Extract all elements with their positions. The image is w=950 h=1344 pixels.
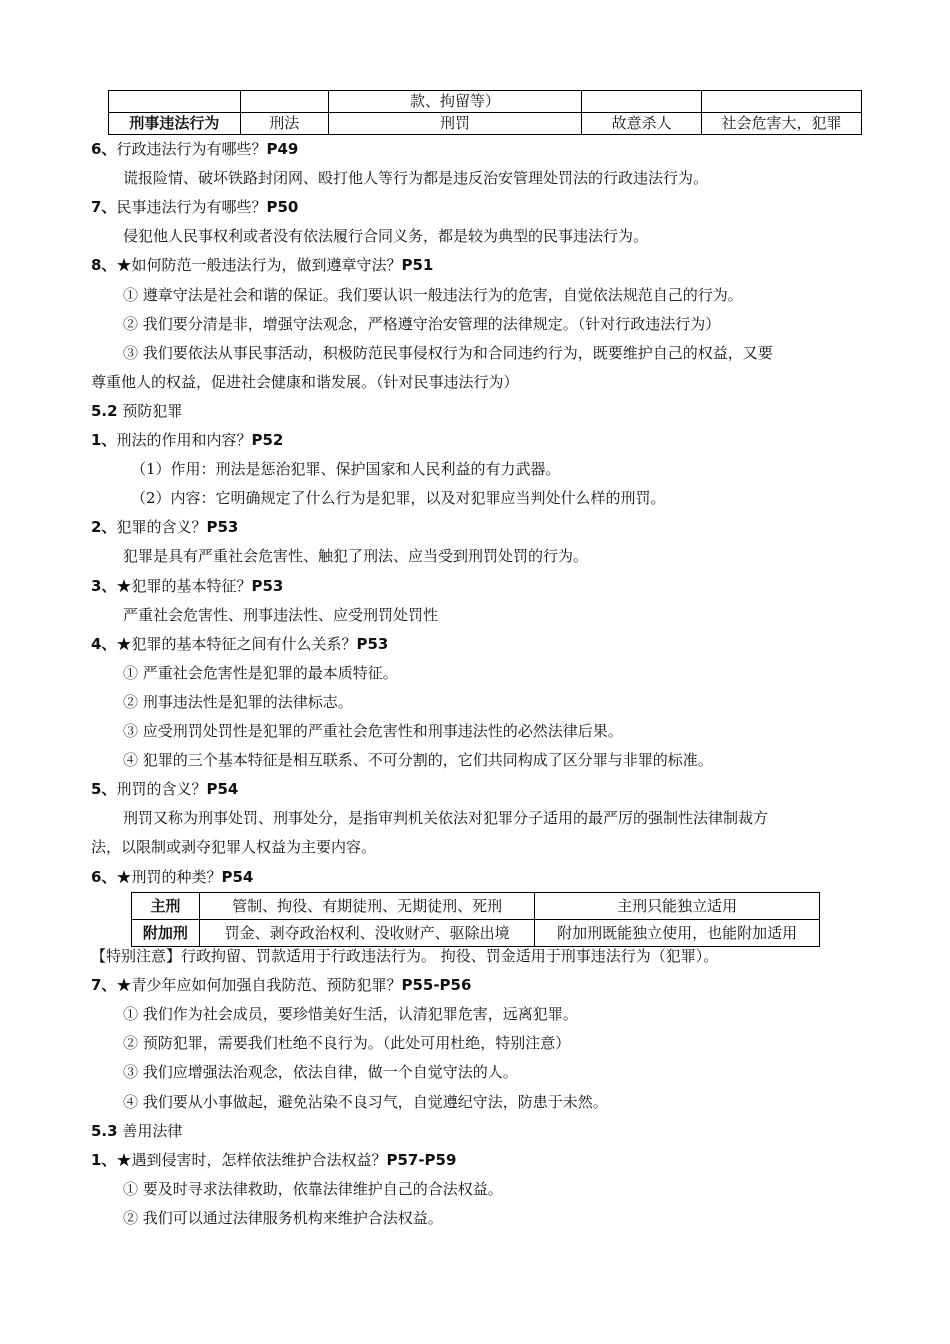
question-heading: [91, 196, 298, 218]
question-heading: [91, 516, 238, 538]
question-heading: [91, 866, 253, 888]
question-number: 3、: [91, 576, 117, 595]
question-text: ★遇到侵害时，怎样依法维护合法权益？: [116, 1150, 387, 1169]
table-cell: 社会危害大，犯罪: [702, 113, 862, 135]
table-cell: 主刑只能独立适用: [535, 893, 820, 920]
paragraph-line: ③ 应受刑罚处罚性是犯罪的严重社会危害性和刑事违法性的必然法律后果。: [123, 722, 623, 740]
question-heading: [91, 778, 238, 800]
paragraph-line: 谎报险情、破坏铁路封闭网、殴打他人等行为都是违反治安管理处罚法的行政违法行为。: [123, 169, 709, 188]
paragraph-line: （2）内容：它明确规定了什么行为是犯罪，以及对犯罪应当判处什么样的刑罚。: [131, 489, 666, 508]
question-text: ★刑罚的种类？: [116, 867, 222, 886]
paragraph-line: ① 遵章守法是社会和谐的保证。我们要认识一般违法行为的危害，自觉依法规范自己的行为。: [123, 285, 743, 304]
table-cell: 附加刑: [132, 920, 200, 947]
table-cell: [702, 91, 862, 113]
table-cell: [240, 91, 328, 113]
question-heading: [91, 429, 283, 451]
table-cell: 故意杀人: [582, 113, 702, 135]
paragraph-line: 侵犯他人民事权利或者没有依法履行合同义务，都是较为典型的民事违法行为。: [123, 227, 649, 246]
question-heading: [91, 254, 433, 276]
paragraph-line: ③ 我们要依法从事民事活动，积极防范民事侵权行为和合同违约行为，既要维护自己的权益，又要: [123, 343, 773, 362]
question-text: ★如何防范一般违法行为，做到遵章守法？: [116, 256, 402, 275]
section-title: 善用法律: [117, 1121, 183, 1140]
table-cell: 刑法: [240, 113, 328, 135]
penalty-table: [131, 892, 820, 947]
question-text: ★青少年应如何加强自我防范、预防犯罪？: [116, 976, 402, 995]
question-number: 1、: [91, 431, 117, 449]
page-reference: P57-P59: [386, 1150, 457, 1169]
page-reference: P50: [266, 198, 299, 217]
paragraph-line: ② 我们可以通过法律服务机构来维护合法权益。: [123, 1208, 443, 1227]
paragraph-line: 法，以限制或剥夺犯罪人权益为主要内容。: [91, 838, 377, 857]
paragraph-line: 尊重他人的权益，促进社会健康和谐发展。（针对民事违法行为）: [91, 372, 519, 391]
table-cell: 主刑: [132, 893, 200, 920]
table-row: [109, 113, 862, 135]
question-heading: [91, 575, 283, 597]
question-heading: [91, 633, 388, 655]
paragraph-line: 犯罪是具有严重社会危害性、触犯了刑法、应当受到刑罚处罚的行为。: [123, 547, 589, 566]
paragraph-line: ④ 犯罪的三个基本特征是相互联系、不可分割的，它们共同构成了区分罪与非罪的标准。: [123, 751, 713, 770]
paragraph-line: 【特别注意】行政拘留、罚款适用于行政违法行为。 拘役、罚金适用于刑事违法行为（犯罪）。: [91, 947, 719, 965]
page-reference: P53: [251, 576, 284, 595]
violation-table: [108, 90, 862, 135]
page-reference: P53: [356, 634, 389, 653]
question-number: 4、: [91, 634, 117, 653]
paragraph-line: ① 要及时寻求法律救助，依靠法律维护自己的合法权益。: [123, 1179, 503, 1198]
question-number: 2、: [91, 518, 117, 537]
table-cell: 刑罚: [328, 113, 582, 135]
question-text: ★犯罪的基本特征之间有什么关系？: [116, 634, 357, 653]
question-text: 刑罚的含义？: [116, 780, 207, 799]
question-number: 6、: [91, 867, 117, 886]
page-reference: P52: [251, 431, 284, 449]
paragraph-line: ① 我们作为社会成员，要珍惜美好生活，认清犯罪危害，远离犯罪。: [123, 1005, 578, 1024]
table-cell: 附加刑既能独立使用，也能附加适用: [535, 920, 820, 947]
table-row: [109, 91, 862, 113]
table-row: [132, 920, 820, 947]
table-cell: [109, 91, 241, 113]
paragraph-line: （1）作用：刑法是惩治犯罪、保护国家和人民利益的有力武器。: [131, 460, 561, 479]
paragraph-line: 严重社会危害性、刑事违法性、应受刑罚处罚性: [123, 605, 439, 624]
page-reference: P55-P56: [401, 976, 472, 995]
paragraph-line: 刑罚又称为刑事处罚、刑事处分，是指审判机关依法对犯罪分子适用的最严厉的强制性法律制裁方: [123, 809, 769, 828]
section-number: 5.3: [91, 1121, 118, 1140]
question-heading: [91, 1149, 456, 1171]
question-number: 8、: [91, 256, 117, 275]
page-reference: P51: [401, 256, 434, 275]
paragraph-line: ① 严重社会危害性是犯罪的最本质特征。: [123, 663, 398, 682]
paragraph-line: ④ 我们要从小事做起，避免沾染不良习气，自觉遵纪守法，防患于未然。: [123, 1092, 608, 1111]
section-title: 预防犯罪: [117, 401, 183, 420]
page-reference: P54: [221, 867, 254, 886]
table-cell: 管制、拘役、有期徒刑、无期徒刑、死刑: [199, 893, 535, 920]
question-number: 5、: [91, 780, 117, 799]
question-text: 民事违法行为有哪些？: [116, 198, 267, 217]
page-reference: P54: [206, 780, 239, 799]
section-number: 5.2: [91, 401, 118, 420]
question-number: 7、: [91, 198, 117, 217]
page-reference: P49: [266, 140, 299, 158]
question-number: 7、: [91, 976, 117, 995]
table-cell: 款、拘留等）: [328, 91, 582, 113]
paragraph-line: ② 刑事违法性是犯罪的法律标志。: [123, 692, 353, 711]
paragraph-line: ② 预防犯罪，需要我们杜绝不良行为。（此处可用杜绝，特别注意）: [123, 1034, 571, 1053]
page-reference: P53: [206, 518, 239, 537]
question-text: 犯罪的含义？: [116, 518, 207, 537]
table-cell: 罚金、剥夺政治权利、没收财产、驱除出境: [199, 920, 535, 947]
section-heading: [91, 400, 182, 422]
section-heading: [91, 1120, 182, 1142]
table-cell: [582, 91, 702, 113]
question-text: ★犯罪的基本特征？: [116, 576, 252, 595]
question-heading: [91, 974, 471, 996]
paragraph-line: ② 我们要分清是非，增强守法观念，严格遵守治安管理的法律规定。（针对行政违法行为）: [123, 314, 721, 333]
question-number: 6、: [91, 140, 117, 158]
question-heading: [91, 138, 298, 160]
question-number: 1、: [91, 1150, 117, 1169]
question-text: 刑法的作用和内容？: [116, 431, 252, 449]
table-cell: 刑事违法行为: [109, 113, 241, 135]
table-row: [132, 893, 820, 920]
question-text: 行政违法行为有哪些？: [116, 140, 267, 158]
paragraph-line: ③ 我们应增强法治观念，依法自律，做一个自觉守法的人。: [123, 1063, 518, 1082]
